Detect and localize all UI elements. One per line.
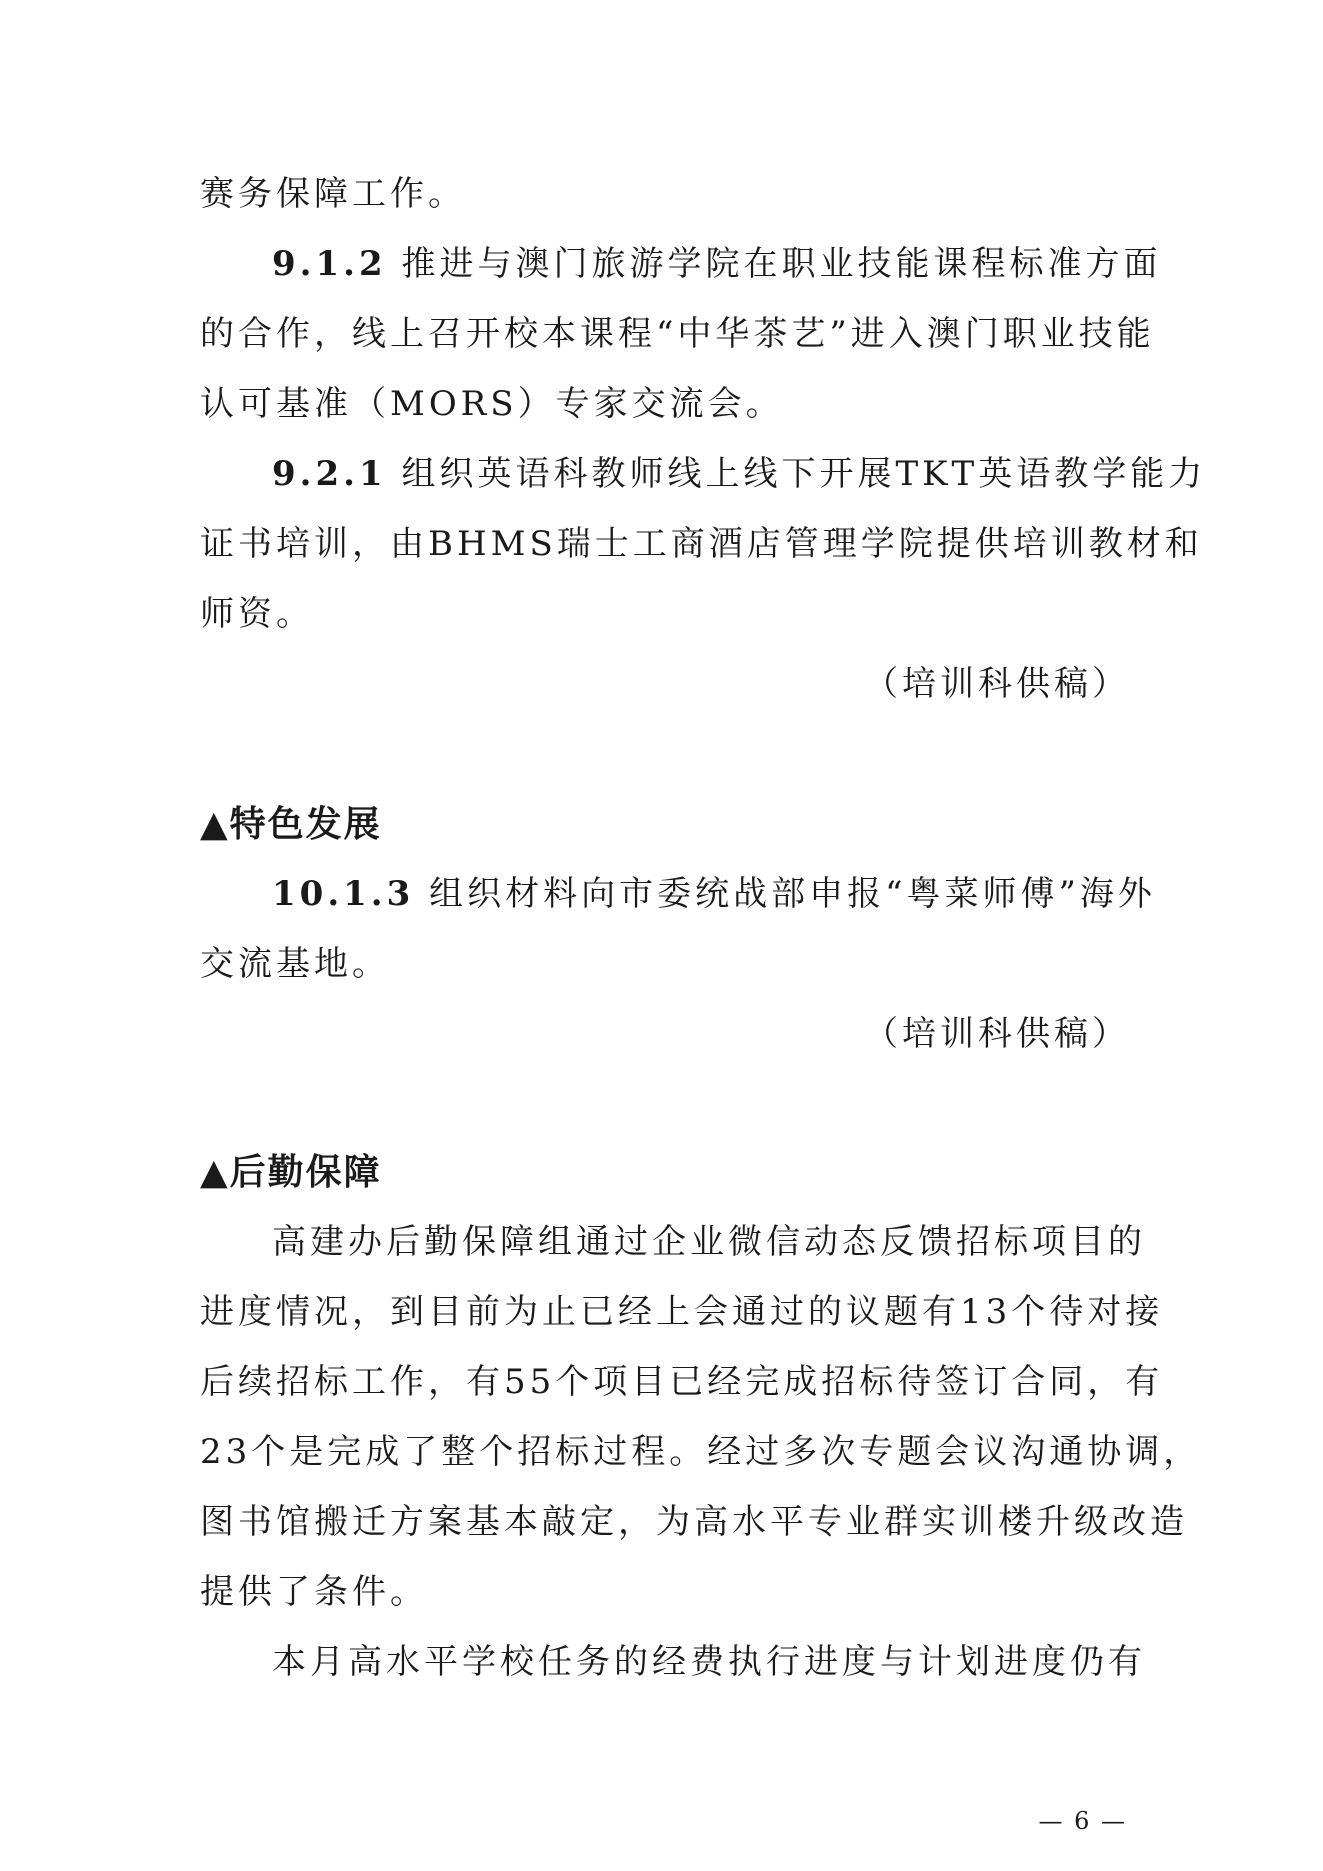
paragraph-line: 高建办后勤保障组通过企业微信动态反馈招标项目的 [272, 1222, 1146, 1262]
section-heading-featured-development: ▲特色发展 [200, 804, 382, 845]
source-credit: （培训科供稿） [864, 664, 1130, 704]
paragraph-line: 认可基准（MORS）专家交流会。 [200, 384, 784, 424]
paragraph-line: 后续招标工作，有55个项目已经完成招标待签订合同，有 [200, 1362, 1164, 1402]
item-text: 推进与澳门旅游学院在职业技能课程标准方面 [386, 244, 1162, 284]
paragraph-line: 本月高水平学校任务的经费执行进度与计划进度仍有 [272, 1642, 1146, 1682]
paragraph-line: 师资。 [200, 594, 314, 634]
paragraph-line: 证书培训，由BHMS瑞士工商酒店管理学院提供培训教材和 [200, 524, 1203, 564]
paragraph-line-10-1-3 [272, 872, 1156, 916]
paragraph-line: 进度情况，到目前为止已经上会通过的议题有13个待对接 [200, 1292, 1164, 1332]
item-number: 9.1.2 [272, 244, 387, 284]
paragraph-line-9-1-2 [272, 242, 1162, 286]
item-number: 9.2.1 [272, 454, 387, 494]
item-text: 组织英语科教师线上线下开展TKT英语教学能力 [386, 454, 1207, 494]
page-number: — 6 — [1038, 1807, 1127, 1835]
item-text: 组织材料向市委统战部申报“粤菜师傅”海外 [414, 874, 1156, 914]
source-credit: （培训科供稿） [864, 1014, 1130, 1054]
paragraph-line: 图书馆搬迁方案基本敲定，为高水平专业群实训楼升级改造 [200, 1502, 1188, 1542]
paragraph-line: 赛务保障工作。 [200, 174, 466, 214]
paragraph-line: 的合作，线上召开校本课程“中华茶艺”进入澳门职业技能 [200, 314, 1155, 354]
paragraph-line: 23个是完成了整个招标过程。经过多次专题会议沟通协调， [200, 1432, 1202, 1472]
paragraph-line: 提供了条件。 [200, 1572, 428, 1612]
item-number: 10.1.3 [272, 874, 415, 914]
section-heading-logistics: ▲后勤保障 [200, 1152, 382, 1193]
paragraph-line: 交流基地。 [200, 944, 390, 984]
paragraph-line-9-2-1 [272, 452, 1207, 496]
